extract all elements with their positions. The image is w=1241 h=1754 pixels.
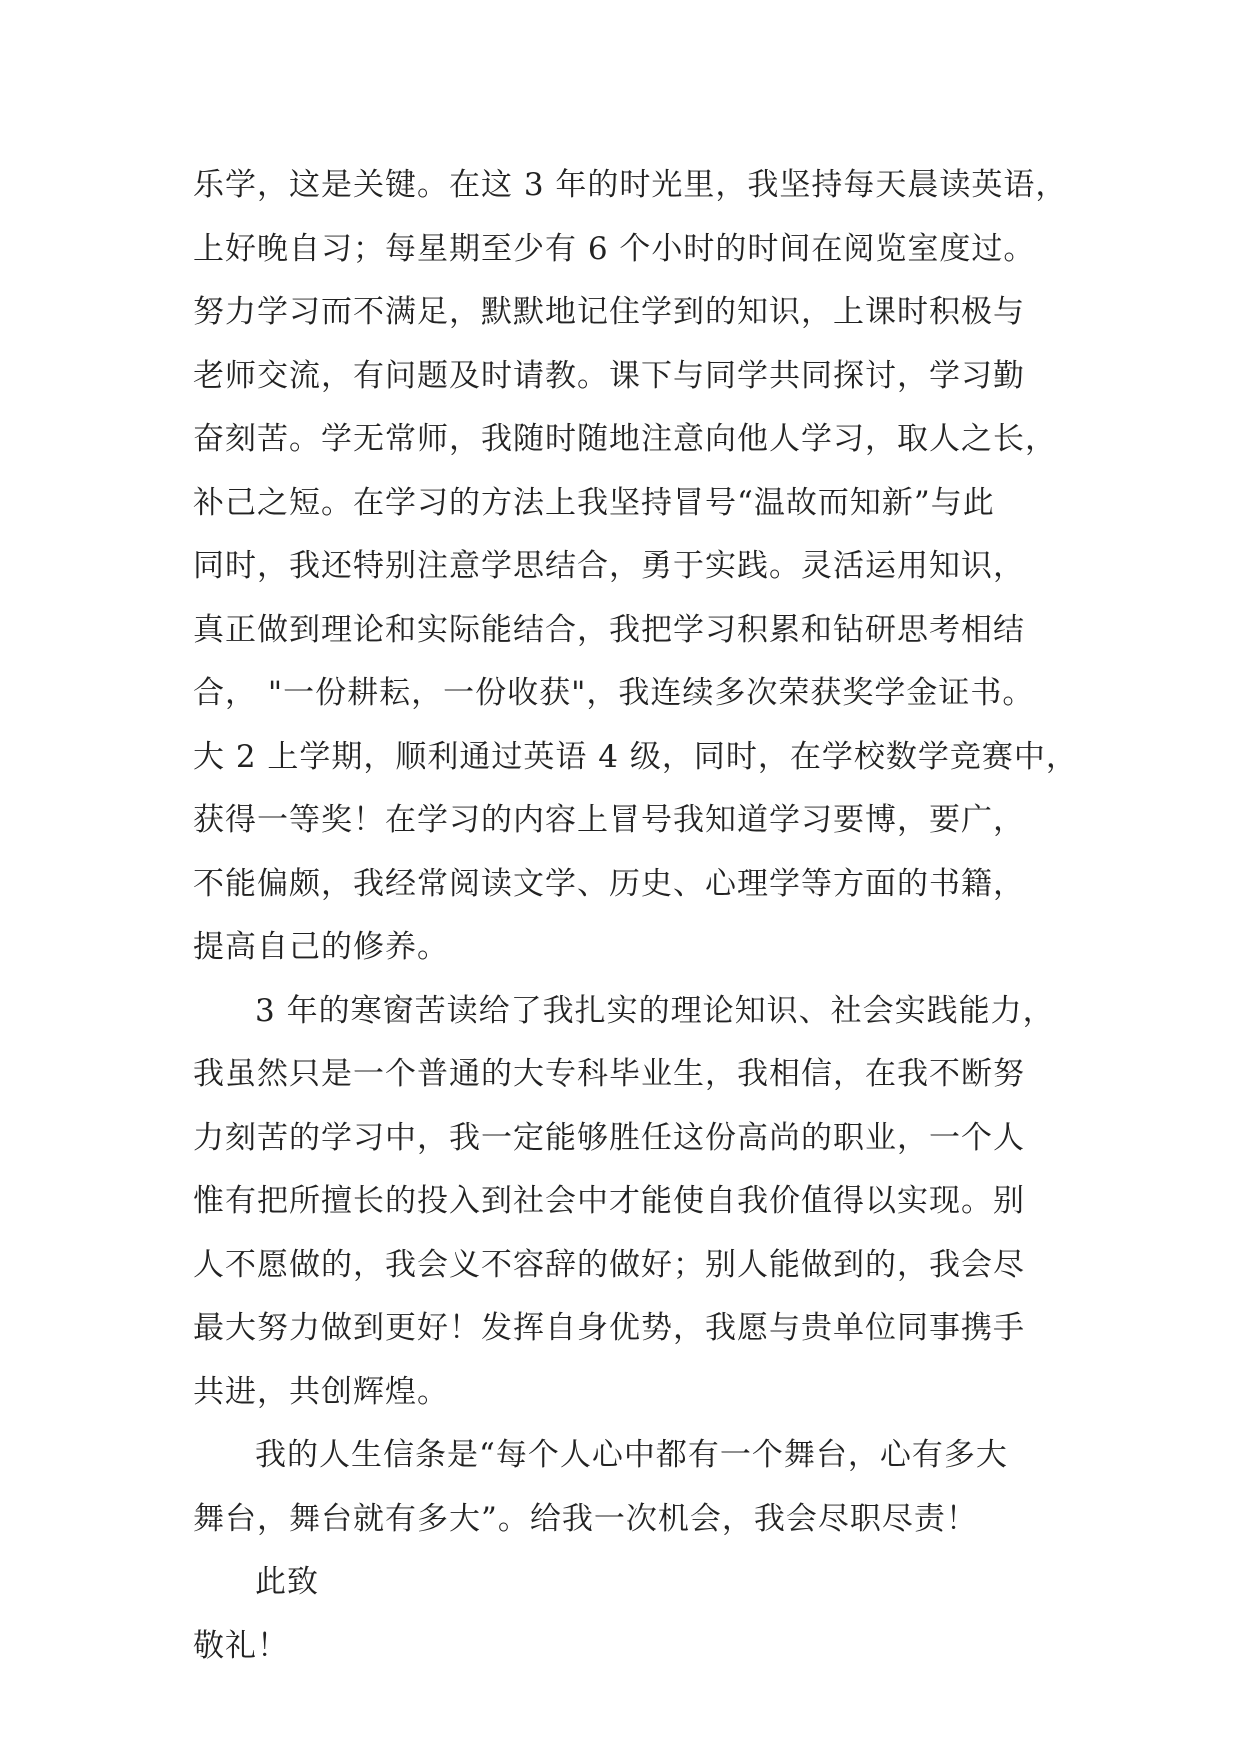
text-line: 上好晚自习；每星期至少有 6 个小时的时间在阅览室度过。 — [193, 230, 1036, 267]
text-line: 惟有把所擅长的投入到社会中才能使自我价值得以实现。别 — [193, 1183, 1025, 1219]
paragraph-start-line: 3 年的寒窗苦读给了我扎实的理论知识、社会实践能力， — [255, 992, 1055, 1029]
text-line: 我虽然只是一个普通的大专科毕业生，我相信，在我不断努 — [193, 1056, 1025, 1092]
text-line: 人不愿做的，我会义不容辞的做好；别人能做到的，我会尽 — [193, 1246, 1025, 1283]
text-line: 提高自己的修养。 — [193, 929, 449, 965]
text-line: 共进，共创辉煌。 — [193, 1373, 449, 1410]
text-line: 补己之短。在学习的方法上我坚持冒号“温故而知新”与此 — [193, 484, 995, 521]
text-line: 真正做到理论和实际能结合，我把学习积累和钻研思考相结 — [193, 611, 1025, 648]
text-line: 最大努力做到更好！发挥自身优势，我愿与贵单位同事携手 — [193, 1310, 1025, 1346]
text-line: 力刻苦的学习中，我一定能够胜任这份高尚的职业，一个人 — [193, 1119, 1025, 1156]
closing-salutation: 此致 — [255, 1564, 319, 1600]
text-line: 乐学，这是关键。在这 3 年的时光里，我坚持每天晨读英语， — [193, 167, 1068, 203]
text-line: 奋刻苦。学无常师，我随时随地注意向他人学习，取人之长， — [193, 421, 1057, 457]
text-line: 努力学习而不满足，默默地记住学到的知识，上课时积极与 — [193, 294, 1025, 330]
text-line: 不能偏颇，我经常阅读文学、历史、心理学等方面的书籍， — [193, 865, 1025, 902]
closing-regards: 敬礼！ — [193, 1627, 289, 1664]
paragraph-start-line: 我的人生信条是“每个人心中都有一个舞台，心有多大 — [255, 1437, 1008, 1473]
text-line: 合， "一份耕耘，一份收获"，我连续多次荣获奖学金证书。 — [193, 675, 1035, 711]
text-line: 舞台，舞台就有多大”。给我一次机会，我会尽职尽责！ — [193, 1500, 978, 1537]
text-line: 大 2 上学期，顺利通过英语 4 级，同时，在学校数学竞赛中， — [193, 738, 1078, 775]
text-line: 获得一等奖！在学习的内容上冒号我知道学习要博，要广， — [193, 802, 1025, 838]
letter-body — [193, 165, 1078, 1689]
text-line: 老师交流，有问题及时请教。课下与同学共同探讨，学习勤 — [193, 357, 1025, 394]
text-line: 同时，我还特别注意学思结合，勇于实践。灵活运用知识， — [193, 548, 1025, 584]
